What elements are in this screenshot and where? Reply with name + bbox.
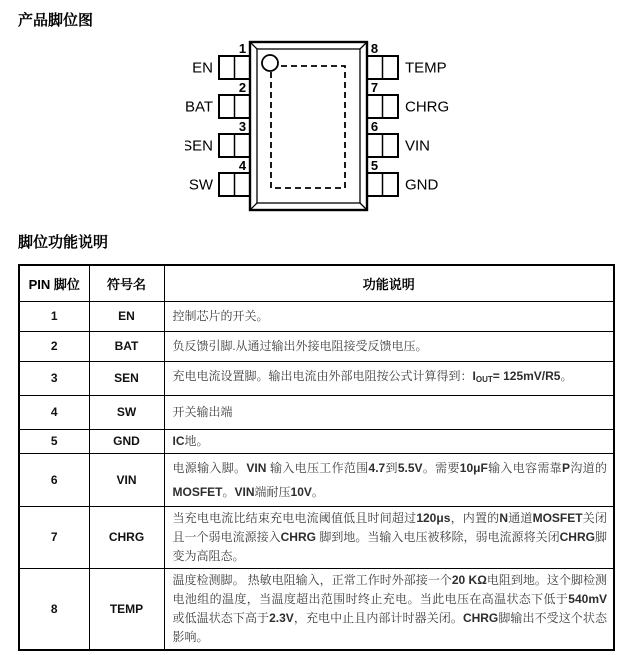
table-row [19, 568, 614, 650]
pin-description-text: 控制芯片的开关。 [172, 308, 269, 323]
chip-pinout-diagram [185, 34, 465, 223]
pin-description-text: 充电电流设置脚。输出电流由外部电阻按公式计算得到：I [172, 369, 476, 383]
pin-number-cell: 4 [19, 395, 89, 429]
pin-symbol-cell: CHRG [89, 506, 164, 568]
pin-number: 3 [238, 119, 247, 134]
pin-label: SW [188, 176, 213, 194]
table-body [19, 301, 614, 650]
pin-description-text: 温度检测脚。 热敏电阻输入，正常工作时外部接一个20 KΩ电阻到地。这个脚检测电池组的温度，当温度超出范围时终止充电。当此电压在高温状态下低于540mV或低温状态下高于2.3V，充电中止且内部计时器关闭。CHRG脚输出不受这个状态影响。 [172, 572, 607, 644]
pin-number-cell: 2 [19, 331, 89, 361]
pin-number-cell: 3 [19, 361, 89, 395]
table-row [19, 361, 614, 395]
pin-number: 6 [370, 119, 379, 134]
table-row [19, 331, 614, 361]
pin-symbol-cell: TEMP [89, 568, 164, 650]
section-title-pin-diagram: 产品脚位图 [18, 12, 94, 29]
column-header-pin: PIN 脚位 [19, 265, 89, 301]
pin-symbol-cell: BAT [89, 331, 164, 361]
pin-symbol-cell: SW [89, 395, 164, 429]
pin-number: 5 [370, 158, 379, 173]
pin-number: 7 [370, 80, 379, 95]
pin-description-text: 电源输入脚。VIN 输入电压工作范围4.7到5.5V。需要10μF输入电容需靠P沟道的MOSFET。VIN端耐压10V。 [172, 460, 607, 499]
pin-label: CHRG [405, 98, 450, 116]
pin-label: TEMP [405, 59, 447, 77]
pin-description-text: 开关输出端 [172, 404, 233, 419]
column-header-symbol: 符号名 [89, 265, 164, 301]
pin-label: SEN [185, 137, 213, 155]
pin-number: 2 [238, 80, 247, 95]
pin1-indicator-icon [262, 55, 278, 71]
pin-number-cell: 5 [19, 429, 89, 453]
pin-label: GND [405, 176, 439, 194]
table-header-row [19, 265, 614, 301]
formula-subscript: OUT [475, 375, 493, 384]
pin-number-cell: 7 [19, 506, 89, 568]
pin-description-text: IC地。 [172, 433, 209, 448]
pin-label: EN [192, 59, 213, 77]
column-header-function: 功能说明 [164, 265, 614, 301]
table-header [19, 265, 614, 301]
table-row [19, 429, 614, 453]
pin-number-cell: 1 [19, 301, 89, 331]
table-row [19, 506, 614, 568]
section-title-pin-functions: 脚位功能说明 [18, 234, 109, 251]
table-row [19, 453, 614, 506]
pin-symbol-cell: VIN [89, 453, 164, 506]
table-row [19, 395, 614, 429]
pin-number-cell: 6 [19, 453, 89, 506]
pin-number: 1 [238, 41, 247, 56]
pin-symbol-cell: EN [89, 301, 164, 331]
pin-symbol-cell: GND [89, 429, 164, 453]
pin-function-table [18, 264, 615, 651]
table-row [19, 301, 614, 331]
pin-number-cell: 8 [19, 568, 89, 650]
pin-description-text: 负反馈引脚.从通过输出外接电阻接受反馈电压。 [172, 338, 428, 353]
pin-symbol-cell: SEN [89, 361, 164, 395]
pin-label: VIN [405, 137, 431, 155]
chip-pinout-svg [185, 34, 465, 218]
pin-description-text: = 125mV/R5。 [492, 369, 573, 383]
pin-number: 8 [370, 41, 379, 56]
pin-label: BAT [185, 98, 213, 116]
pin-number: 4 [238, 158, 247, 173]
pin-description-text: 当充电电流比结束充电电流阈值低且时间超过120μs，内置的N通道MOSFET关闭且一个弱电流源接入CHRG 脚到地。当输入电压被移除，弱电流源将关闭CHRG脚变为高阻态。 [172, 510, 607, 563]
